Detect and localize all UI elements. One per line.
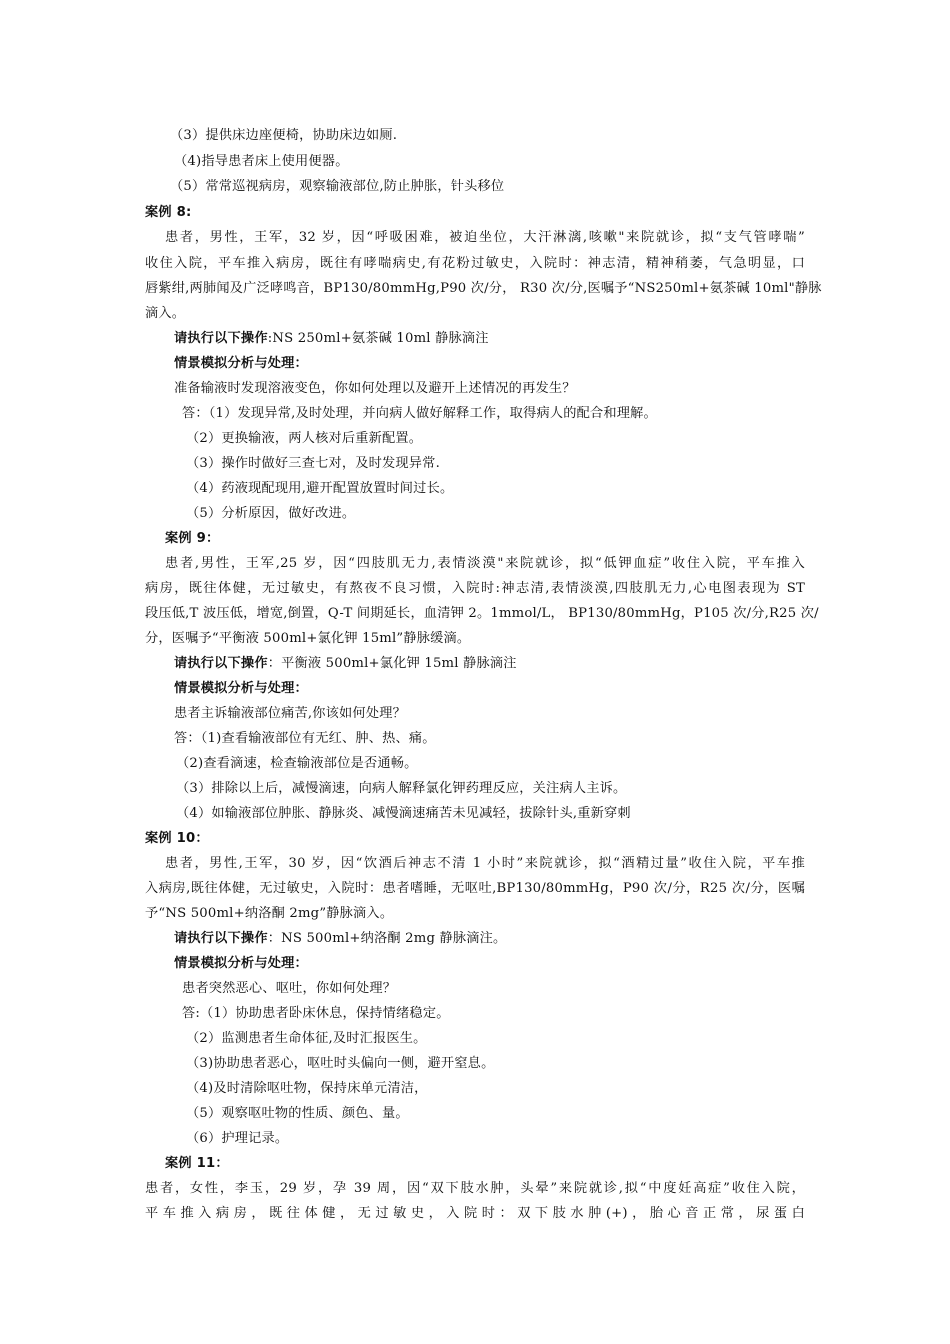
list-item: （3）提供床边座便椅，协助床边如厕. <box>170 128 398 143</box>
list-item: （4)指导患者床上使用便器。 <box>174 154 349 169</box>
case-10-heading: 案例 10： <box>145 831 209 846</box>
case-9-answer: （4）如输液部位肿胀、静脉炎、减慢滴速痛苦未见减轻，拔除针头,重新穿刺 <box>176 806 631 821</box>
case-9-heading: 案例 9： <box>165 531 220 546</box>
case-11-description-line: 平车推入病房，既往体健，无过敏史，入院时：双下肢水肿(+)，胎心音正常，尿蛋白 <box>145 1206 805 1221</box>
operation-text: :NS 250ml+氨茶碱 10ml 静脉滴注 <box>267 331 489 346</box>
list-item: （5）常常巡视病房，观察输液部位,防止肿胀，针头移位 <box>170 179 505 194</box>
case-11-heading: 案例 11： <box>165 1156 229 1171</box>
case-10-answer: （6）护理记录。 <box>186 1131 289 1146</box>
case-8-answer: （3）操作时做好三查七对，及时发现异常. <box>186 456 440 471</box>
case-10-scenario-heading: 情景模拟分析与处理： <box>174 956 308 971</box>
case-8-operation <box>174 330 489 347</box>
case-10-description-line: 患者，男性,王军，30 岁，因“饮酒后神志不清 1 小时”来院就诊，拟“酒精过量”收住入院，平车推 <box>165 856 805 871</box>
case-10-answer: （3)协助患者恶心，呕吐时头偏向一侧，避开窒息。 <box>186 1056 495 1071</box>
case-11-description-line: 患者，女性，李玉，29 岁，孕 39 周，因“双下肢水肿，头晕”来院就诊,拟“中度妊高症”收住入院， <box>145 1181 805 1196</box>
case-9-question: 患者主诉输液部位痛苦,你该如何处理？ <box>174 706 406 721</box>
case-8-description-line: 患者，男性，王军，32 岁，因“呼吸困难，被迫坐位，大汗淋漓,咳嗽"来院就诊，拟“支气管哮喘” <box>165 230 805 245</box>
case-9-description-line: 段压低,T 波压低，增宽,倒置，Q-T 间期延长，血清钾 2。1mmol/L， BP130/80mmHg，P105 次/分,R25 次/ <box>145 606 819 621</box>
case-9-scenario-heading: 情景模拟分析与处理： <box>174 681 308 696</box>
case-8-heading: 案例 8: <box>145 205 192 220</box>
operation-label: 请执行以下操作 <box>174 331 268 346</box>
case-8-answer: （4）药液现配现用,避开配置放置时间过长。 <box>186 481 454 496</box>
case-8-scenario-heading: 情景模拟分析与处理： <box>174 356 308 371</box>
case-10-description-line: 入病房,既往体健，无过敏史，入院时：患者嗜睡，无呕吐,BP130/80mmHg，P90 次/分，R25 次/分，医嘱 <box>145 881 805 896</box>
case-10-answer: （4)及时清除呕吐物，保持床单元清洁， <box>186 1081 428 1096</box>
case-8-answer: （5）分析原因，做好改进。 <box>186 506 356 521</box>
case-9-operation <box>174 655 517 672</box>
case-10-answer: 答:（1）协助患者卧床休息，保持情绪稳定。 <box>182 1006 450 1021</box>
case-9-description-line: 病房，既往体健，无过敏史，有熬夜不良习惯，入院时:神志清,表情淡漠,四肢肌无力,心电图表现为 ST <box>145 581 805 596</box>
case-8-description-line: 收住入院，平车推入病房，既往有哮喘病史,有花粉过敏史，入院时：神志清，精神稍萎，气急明显，口 <box>145 256 805 271</box>
operation-text: ：平衡液 500ml+氯化钾 15ml 静脉滴注 <box>267 656 517 671</box>
case-9-answer: （3）排除以上后，减慢滴速，向病人解释氯化钾药理反应，关注病人主诉。 <box>176 781 627 796</box>
case-10-operation <box>174 930 506 947</box>
case-10-answer: （2）监测患者生命体征,及时汇报医生。 <box>186 1031 427 1046</box>
operation-label: 请执行以下操作 <box>174 931 268 946</box>
case-9-answer: 答：（1)查看输液部位有无红、肿、热、痛。 <box>174 731 436 746</box>
case-10-question: 患者突然恶心、呕吐，你如何处理？ <box>182 981 397 996</box>
case-9-answer: （2)查看滴速，检查输液部位是否通畅。 <box>176 756 418 771</box>
case-8-question: 准备输液时发现溶液变色，你如何处理以及避开上述情况的再发生？ <box>174 381 576 396</box>
case-8-answer: （2）更换输液，两人核对后重新配置。 <box>186 431 423 446</box>
case-9-description-line: 患者,男性，王军,25 岁，因“四肢肌无力,表情淡漠"来院就诊，拟“低钾血症”收住入院，平车推入 <box>165 556 805 571</box>
case-9-description-line: 分，医嘱予“平衡液 500ml+氯化钾 15ml”静脉缓滴。 <box>145 631 471 646</box>
operation-text: ：NS 500ml+纳洛酮 2mg 静脉滴注。 <box>267 931 507 946</box>
case-10-answer: （5）观察呕吐物的性质、颜色、量。 <box>186 1106 409 1121</box>
operation-label: 请执行以下操作 <box>174 656 268 671</box>
case-8-description-line: 滴入。 <box>145 306 186 321</box>
case-8-description-line: 唇紫绀,两肺闻及广泛哮鸣音，BP130/80mmHg,P90 次/分， R30 次/分,医嘱予“NS250ml+氨茶碱 10ml"静脉 <box>145 281 822 296</box>
case-10-description-line: 予“NS 500ml+纳洛酮 2mg”静脉滴入。 <box>145 906 394 921</box>
case-8-answer: 答：（1）发现异常,及时处理，并向病人做好解释工作，取得病人的配合和理解。 <box>182 406 657 421</box>
